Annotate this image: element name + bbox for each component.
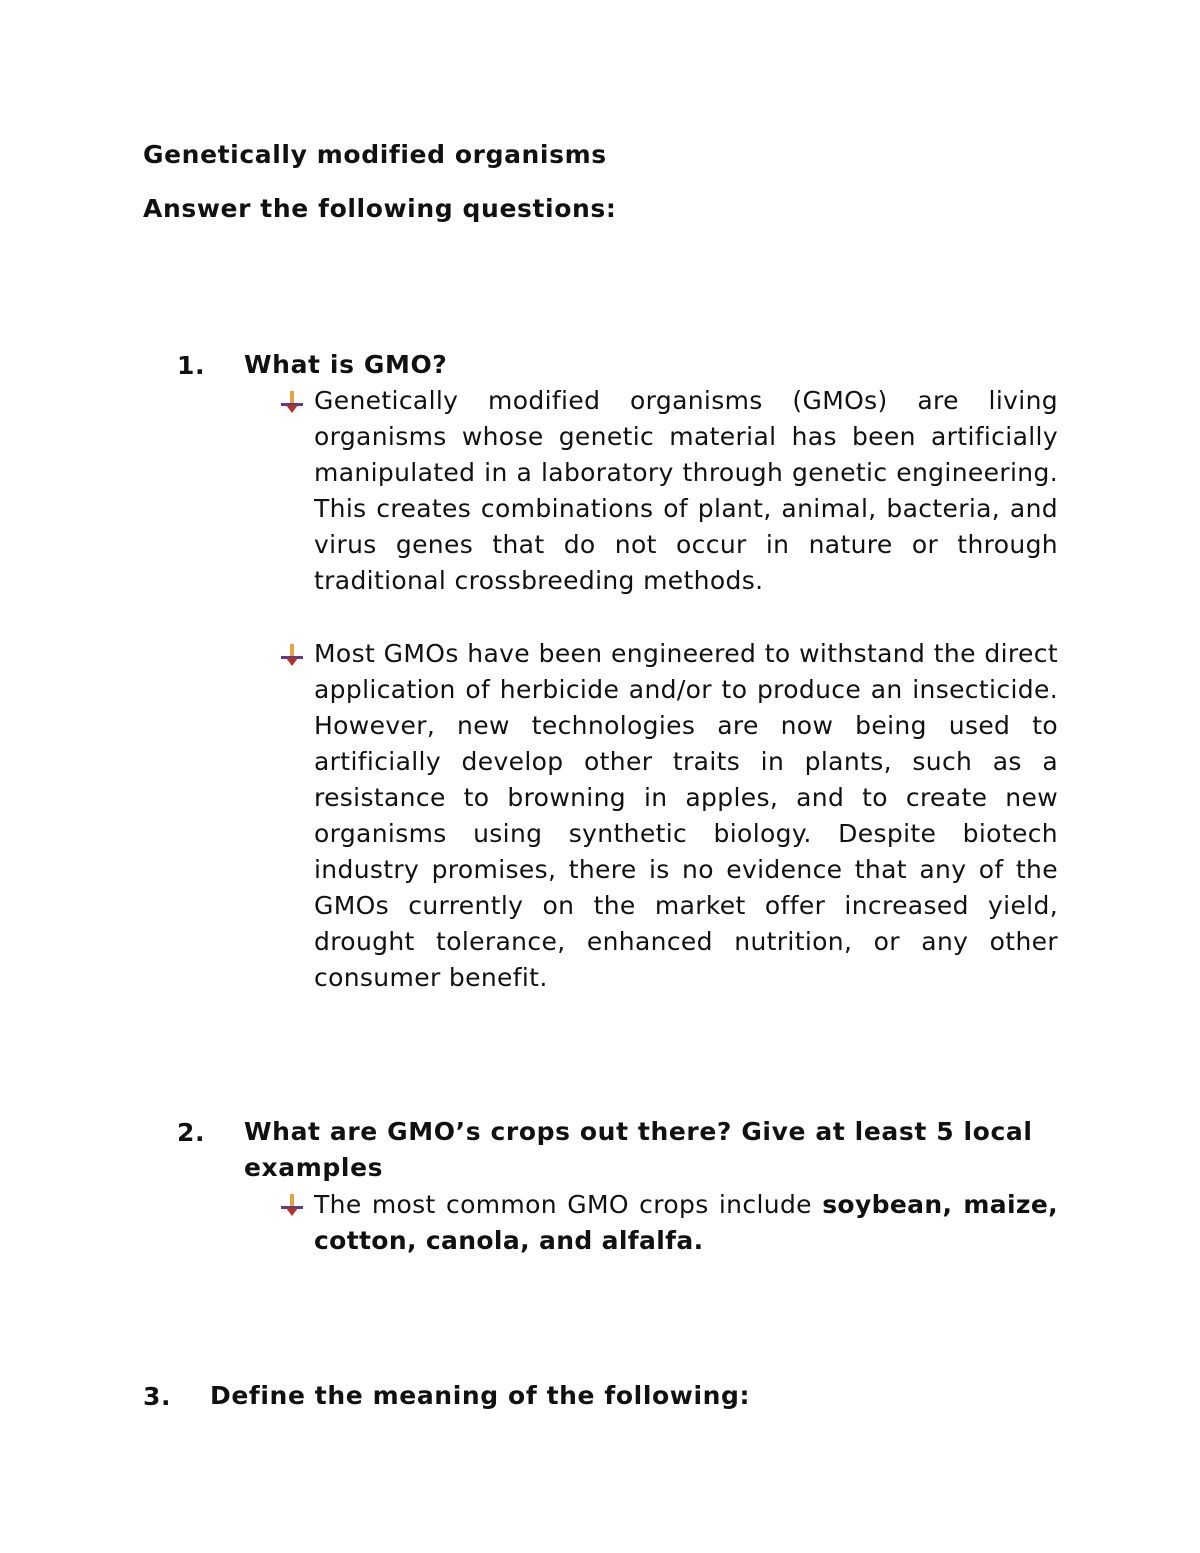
question-2-answer <box>314 1187 1058 1259</box>
question-3-number: 3. <box>143 1382 172 1411</box>
question-2-answer-intro: The most common GMO crops include <box>314 1190 823 1219</box>
question-2-answer-crops: soybean, maize, cotton, canola, and alfalfa. <box>314 1190 1058 1255</box>
question-1-answer-1: Genetically modified organisms (GMOs) are living organisms whose genetic material has been artificially manipulated in a laboratory through genetic engineering. This creates combinations of plant, animal, bacteria, and virus genes that do not occur in nature or through traditional crossbreeding methods. <box>314 386 1058 595</box>
question-1-text: What is GMO? <box>244 350 448 379</box>
question-3-text: Define the meaning of the following: <box>210 1381 751 1410</box>
document-title: Genetically modified organisms <box>143 140 607 169</box>
arrow-down-bullet-icon <box>280 1193 304 1217</box>
question-1-number: 1. <box>177 351 206 380</box>
question-2-number: 2. <box>177 1118 206 1147</box>
question-2-text: What are GMO’s crops out there? Give at least 5 local examples <box>244 1117 1033 1182</box>
question-1-answer-2: Most GMOs have been engineered to withstand the direct application of herbicide and/or to produce an insecticide. However, new technologies are now being used to artificially develop other traits in plants, such as a resistance to browning in apples, and to create new organisms using synthetic biology. Despite biotech industry promises, there is no evidence that any of the GMOs currently on the market offer increased yield, drought tolerance, enhanced nutrition, or any other consumer benefit. <box>314 639 1058 992</box>
document-subtitle: Answer the following questions: <box>143 194 617 223</box>
arrow-down-bullet-icon <box>280 390 304 414</box>
arrow-down-bullet-icon <box>280 643 304 667</box>
